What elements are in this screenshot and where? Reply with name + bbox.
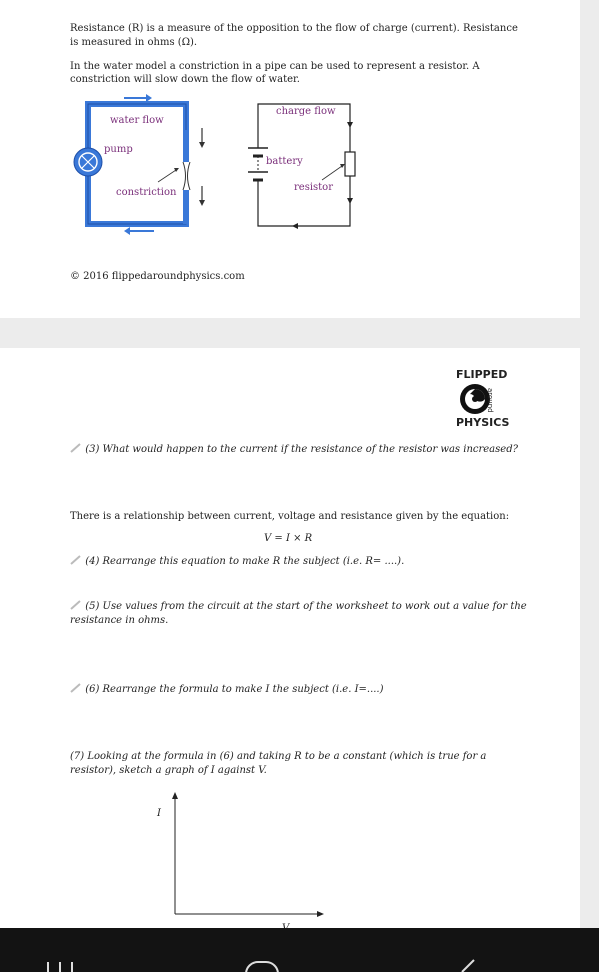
question-6 <box>70 683 384 696</box>
question-5 <box>70 600 527 613</box>
graph-y-label: I <box>157 808 161 819</box>
graph-axes <box>168 790 328 920</box>
relationship-text: There is a relationship between current, voltage and resistance given by the equation: <box>70 511 510 522</box>
question-5-text-line2: resistance in ohms. <box>70 615 169 626</box>
question-7-text-line2: resistor), sketch a graph of I against V. <box>70 765 267 776</box>
constriction-label: constriction <box>116 187 177 198</box>
home-icon[interactable] <box>244 958 280 972</box>
logo-flipped-text: FLIPPED <box>456 368 508 381</box>
navigation-bar <box>0 928 599 972</box>
water-model-line1: In the water model a constriction in a pipe can be used to represent a resistor. A <box>70 61 480 72</box>
pencil-icon <box>70 443 81 453</box>
question-4-text: (4) Rearrange this equation to make R the subject (i.e. R= ....). <box>85 556 405 567</box>
intro-text-line2: is measured in ohms (Ω). <box>70 37 198 48</box>
equation-text: V = I × R <box>264 533 313 544</box>
logo-around-text: around <box>486 388 494 413</box>
worksheet-page-1 <box>0 0 580 318</box>
water-model-line2: constriction will slow down the flow of water. <box>70 74 300 85</box>
intro-text-line1: Resistance (R) is a measure of the opposition to the flow of charge (current). Resistance <box>70 23 518 34</box>
pump-label: pump <box>104 144 133 155</box>
resistor-label: resistor <box>294 182 333 193</box>
question-3-text: (3) What would happen to the current if the resistance of the resistor was increased? <box>85 444 518 455</box>
question-5-text-line1: (5) Use values from the circuit at the start of the worksheet to work out a value for the <box>85 601 527 612</box>
water-flow-label: water flow <box>110 115 164 126</box>
charge-flow-label: charge flow <box>276 106 336 117</box>
pencil-icon <box>70 555 81 565</box>
question-6-text: (6) Rearrange the formula to make I the subject (i.e. I=....) <box>85 684 384 695</box>
copyright-text: © 2016 flippedaroundphysics.com <box>70 271 245 282</box>
battery-label: battery <box>266 156 303 167</box>
water-model-diagram <box>70 90 210 240</box>
question-3 <box>70 443 518 456</box>
recent-apps-icon[interactable] <box>45 958 75 972</box>
pencil-icon <box>70 600 81 610</box>
logo-physics-text: PHYSICS <box>456 416 510 429</box>
question-4 <box>70 555 404 568</box>
back-icon[interactable] <box>450 958 480 972</box>
pencil-icon <box>70 683 81 693</box>
question-7-text-line1: (7) Looking at the formula in (6) and taking R to be a constant (which is true for a <box>70 751 487 762</box>
worksheet-page-2 <box>0 348 580 938</box>
